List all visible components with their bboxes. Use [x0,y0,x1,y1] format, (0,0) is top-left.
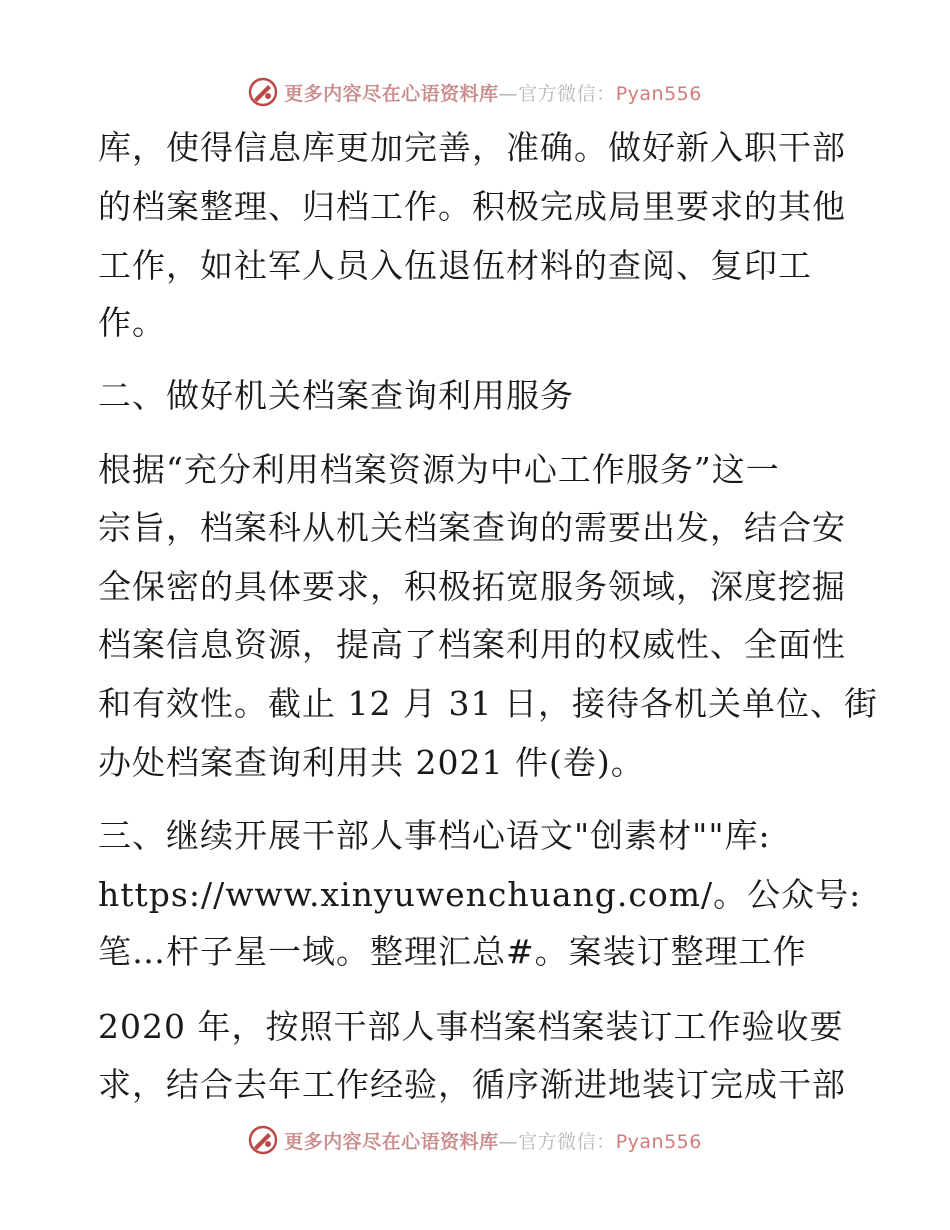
watermark-wechat-label: 官方微信： [518,1130,616,1153]
text-line: 全保密的具体要求，积极拓宽服务领域，深度挖掘 [98,567,846,606]
text-line: 作。 [98,303,166,342]
watermark-wechat-id: Pyan556 [615,82,702,105]
text-line: 档案信息资源，提高了档案利用的权威性、全面性 [98,625,846,664]
header-watermark [0,72,950,112]
section-heading: 三、继续开展干部人事档心语文"创素材""库: [98,816,771,855]
brand-logo-icon [248,77,278,107]
watermark-wechat-label: 官方微信： [518,82,616,105]
text-line: 2020 年，按照干部人事档案档案装订工作验收要 [98,1007,844,1046]
footer-watermark [0,1120,950,1160]
text-line: 库，使得信息库更加完善，准确。做好新入职干部 [98,128,846,167]
text-line: 笔…杆子星一域。整理汇总#。案装订整理工作 [98,932,807,971]
watermark-brand: 更多内容尽在心语资料库 [284,1130,499,1153]
text-line: 办处档案查询利用共 2021 件(卷)。 [98,743,645,782]
text-line: https://www.xinyuwenchuang.com/。公众号: [98,875,862,914]
watermark-text [284,1127,702,1154]
text-line: 工作，如社军人员入伍退伍材料的查阅、复印工 [98,246,812,285]
watermark-dash: — [498,82,519,105]
text-line: 求，结合去年工作经验，循序渐进地装订完成干部 [98,1065,846,1104]
text-line: 的档案整理、归档工作。积极完成局里要求的其他 [98,187,846,226]
text-line: 和有效性。截止 12 月 31 日，接待各机关单位、街 [98,684,878,723]
text-line: 宗旨，档案科从机关档案查询的需要出发，结合安 [98,508,846,547]
brand-logo-icon [248,1125,278,1155]
watermark-brand: 更多内容尽在心语资料库 [284,82,499,105]
text-line: 根据“充分利用档案资源为中心工作服务”这一 [98,450,780,489]
section-heading: 二、做好机关档案查询利用服务 [98,376,574,415]
watermark-text [284,79,702,106]
watermark-wechat-id: Pyan556 [615,1130,702,1153]
watermark-dash: — [498,1130,519,1153]
